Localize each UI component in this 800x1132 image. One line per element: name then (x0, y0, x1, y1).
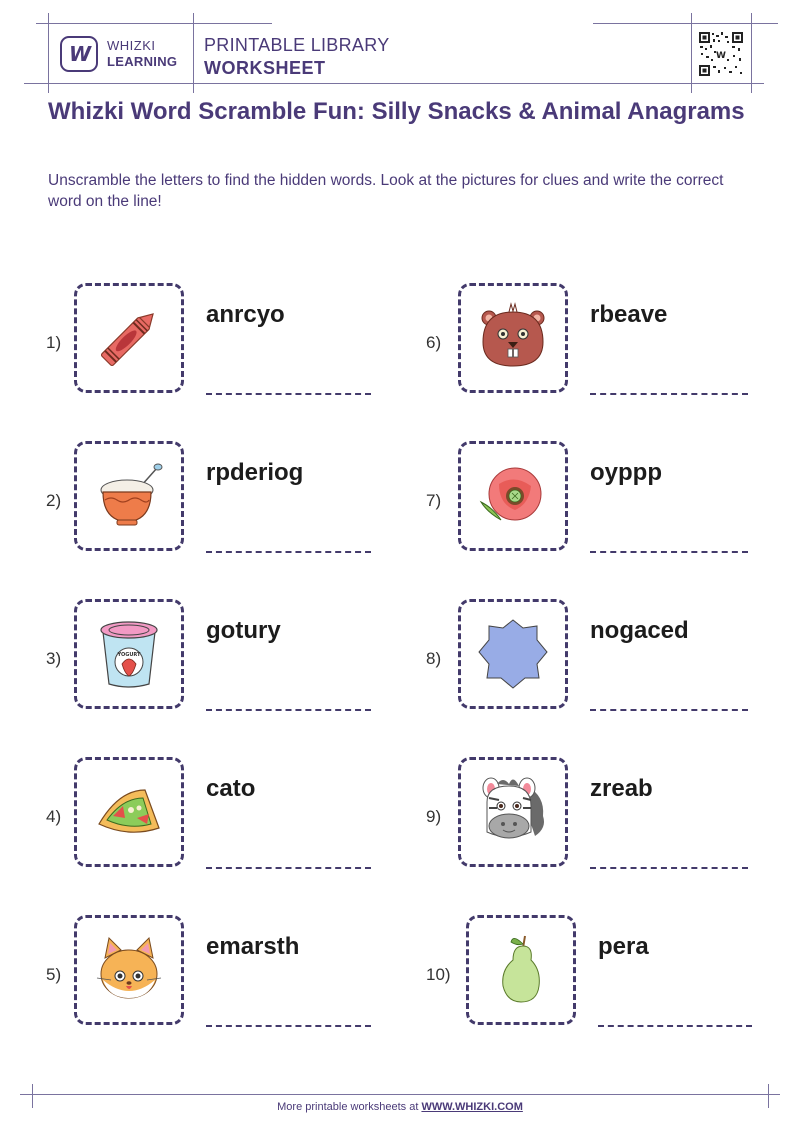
scramble-item-10 (426, 915, 766, 1035)
header-divider-left (48, 13, 49, 93)
item-number: 2) (46, 491, 62, 510)
scrambled-word: rpderiog (206, 459, 304, 486)
scrambled-word: pera (598, 933, 649, 960)
picture-frame (458, 757, 568, 867)
scrambled-word: rbeave (590, 301, 668, 328)
brand-name-bottom: LEARNING (107, 54, 178, 69)
answer-line[interactable] (598, 1025, 752, 1027)
header-line-1: PRINTABLE LIBRARY (204, 35, 390, 55)
scramble-item-7 (426, 441, 766, 561)
scramble-item-9 (426, 757, 766, 877)
scrambled-word: emarsth (206, 933, 300, 960)
item-number: 5) (46, 965, 62, 984)
item-number: 7) (426, 491, 442, 510)
hamster-face-icon (89, 930, 169, 1010)
beaver-face-icon (473, 298, 553, 378)
scramble-item-3 (46, 599, 386, 719)
picture-frame (74, 283, 184, 393)
instructions: Unscramble the letters to find the hidden words. Look at the pictures for clues and write the correct word on the line! (48, 172, 724, 210)
item-number: 10) (426, 965, 451, 984)
scramble-item-2 (46, 441, 386, 561)
footer-text: More printable worksheets at (277, 1101, 422, 1113)
picture-frame (74, 599, 184, 709)
item-number: 1) (46, 333, 62, 352)
item-number: 9) (426, 807, 442, 826)
answer-line[interactable] (590, 551, 748, 553)
scramble-item-4 (46, 757, 386, 877)
pear-icon (481, 930, 561, 1010)
picture-frame (458, 283, 568, 393)
answer-line[interactable] (590, 393, 748, 395)
scramble-item-8 (426, 599, 766, 719)
header-divider-mid (193, 13, 194, 93)
picture-frame (466, 915, 576, 1025)
svg-text:W: W (716, 51, 726, 61)
header-divider-qr-right (751, 13, 752, 93)
header-label (204, 34, 390, 80)
decagon-shape-icon (473, 614, 553, 694)
answer-line[interactable] (206, 709, 371, 711)
brand-name-top: WHIZKI (107, 38, 156, 53)
header-bottom-rule (24, 83, 764, 84)
scrambled-word: gotury (206, 617, 281, 644)
item-number: 6) (426, 333, 442, 352)
scrambled-word: oyppp (590, 459, 662, 486)
picture-frame (74, 441, 184, 551)
answer-line[interactable] (206, 867, 371, 869)
scrambled-word: cato (206, 775, 256, 802)
header-divider-qr-left (691, 13, 692, 93)
header-line-2: WORKSHEET (204, 58, 326, 78)
answer-line[interactable] (590, 709, 748, 711)
scramble-item-6 (426, 283, 766, 403)
qr-code-icon (698, 31, 744, 77)
picture-frame (458, 441, 568, 551)
answer-line[interactable] (206, 551, 371, 553)
worksheet-title: Whizki Word Scramble Fun: Silly Snacks & Animal Anagrams (48, 98, 745, 125)
crayon-icon (89, 298, 169, 378)
logo-w-icon: W (68, 42, 90, 66)
item-number: 8) (426, 649, 442, 668)
scrambled-word: nogaced (590, 617, 689, 644)
scramble-item-5 (46, 915, 386, 1035)
picture-frame (74, 757, 184, 867)
brand-name (107, 38, 177, 70)
header-top-rule (36, 23, 272, 24)
picture-frame (458, 599, 568, 709)
porridge-bowl-icon (89, 456, 169, 536)
taco-icon (89, 772, 169, 852)
answer-line[interactable] (206, 393, 371, 395)
scrambled-word: anrcyo (206, 301, 285, 328)
scramble-item-1 (46, 283, 386, 403)
poppy-flower-icon (473, 456, 553, 536)
whizki-logo (60, 36, 98, 72)
item-number: 3) (46, 649, 62, 668)
footer (0, 1101, 800, 1113)
picture-frame (74, 915, 184, 1025)
zebra-face-icon (473, 772, 553, 852)
scrambled-word: zreab (590, 775, 653, 802)
footer-rule (20, 1094, 780, 1095)
yogurt-cup-icon (89, 614, 169, 694)
footer-website-link[interactable]: WWW.WHIZKI.COM (421, 1101, 523, 1113)
answer-line[interactable] (590, 867, 748, 869)
item-number: 4) (46, 807, 62, 826)
svg-text:YOGURT: YOGURT (117, 652, 141, 658)
answer-line[interactable] (206, 1025, 371, 1027)
